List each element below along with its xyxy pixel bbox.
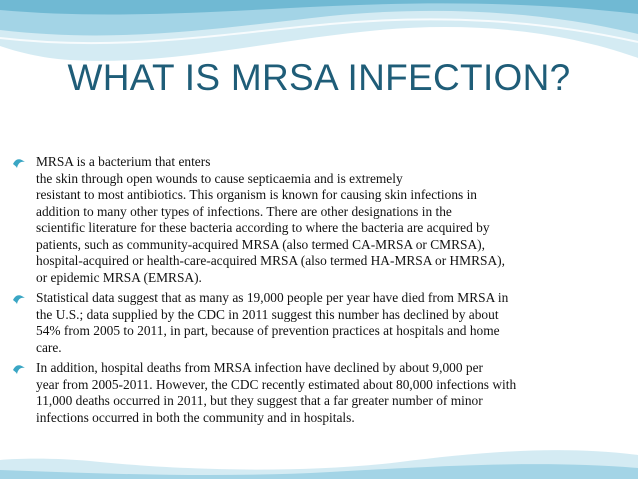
bullet-text-line: or epidemic MRSA (EMRSA). bbox=[36, 269, 202, 285]
bullet-text-line: infections occurred in both the community and in hospitals. bbox=[36, 409, 355, 425]
bullet-text-line: 54% from 2005 to 2011, in part, because of prevention practices at hospitals and home bbox=[36, 323, 500, 338]
bullet-text-line: addition to many other types of infections. There are other designations in the bbox=[36, 203, 452, 219]
slide-title: WHAT IS MRSA INFECTION? bbox=[67, 57, 571, 98]
bullet-text-line: Statistical data suggest that as many as 19,000 people per year have died from MRSA in bbox=[36, 290, 509, 305]
bullet-text bbox=[36, 360, 572, 426]
bullet-item bbox=[12, 290, 572, 356]
wave-bullet-icon bbox=[12, 292, 26, 306]
bullet-text bbox=[36, 154, 572, 286]
wave-bullet-icon bbox=[12, 156, 26, 170]
bullet-item bbox=[12, 360, 572, 426]
bullet-item bbox=[12, 154, 572, 286]
bullet-text-line: hospital-acquired or health-care-acquired MRSA (also termed HA-MRSA or HMRSA), bbox=[36, 253, 505, 268]
bullet-text-line: patients, such as community-acquired MRSA (also termed CA-MRSA or CMRSA), bbox=[36, 236, 485, 252]
bullet-text bbox=[36, 290, 572, 356]
bullet-text-line: the U.S.; data supplied by the CDC in 2011 suggest this number has declined by about bbox=[36, 306, 499, 322]
bullet-text-line: care. bbox=[36, 339, 62, 355]
bullet-list bbox=[12, 154, 572, 430]
bullet-text-line: the skin through open wounds to cause septicaemia and is extremely bbox=[36, 170, 403, 186]
bullet-text-line: resistant to most antibiotics. This organism is known for causing skin infections in bbox=[36, 187, 477, 202]
wave-bullet-icon bbox=[12, 362, 26, 376]
bullet-text-line: year from 2005-2011. However, the CDC recently estimated about 80,000 infections with bbox=[36, 376, 517, 392]
bullet-text-line: scientific literature for these bacteria according to where the bacteria are acquired by bbox=[36, 220, 490, 235]
bullet-text-line: In addition, hospital deaths from MRSA infection have declined by about 9,000 per bbox=[36, 360, 484, 375]
bullet-text-line: 11,000 deaths occurred in 2011, but they suggest that a far greater number of minor bbox=[36, 393, 483, 408]
bullet-text-line: MRSA is a bacterium that enters bbox=[36, 154, 211, 169]
